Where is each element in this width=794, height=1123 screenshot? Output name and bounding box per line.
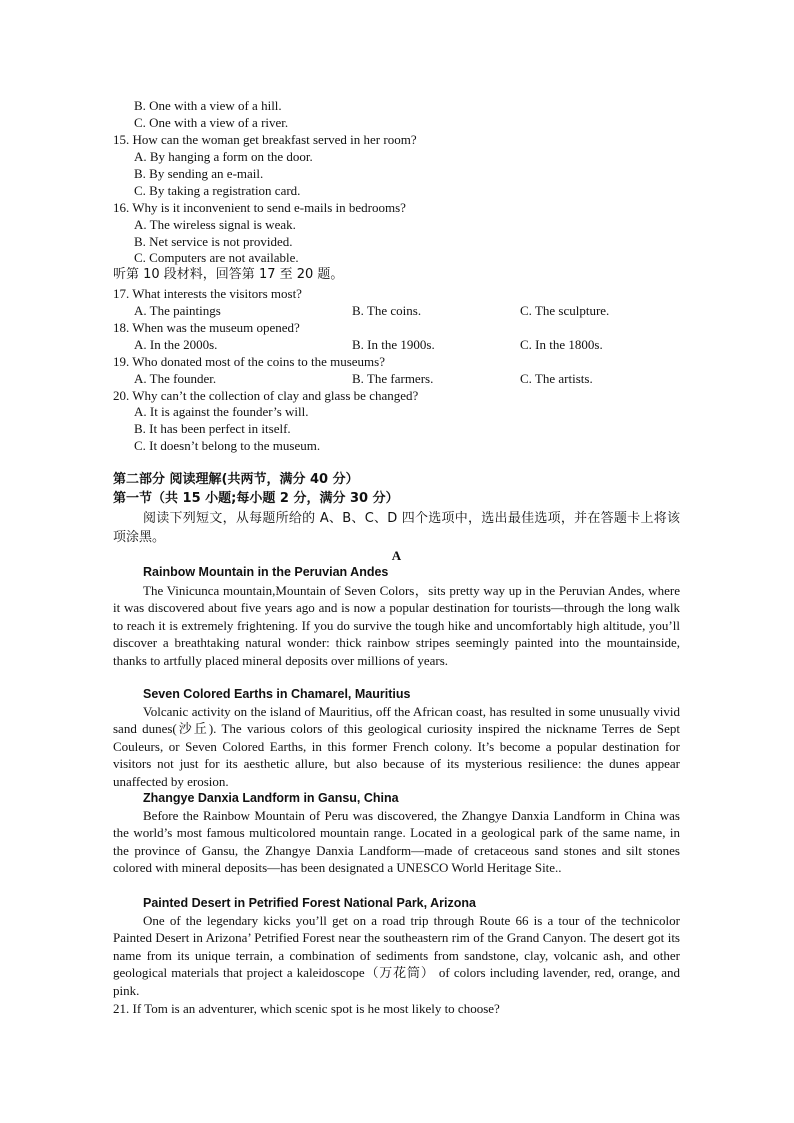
paragraph-zhangye-danxia: Before the Rainbow Mountain of Peru was discovered, the Zhangye Danxia Landform in China was the world’s most famous multicolored mountain range. Located in a geological park of the same name, in the province of Gansu, the Zhangye Danxia Landform—made of cretaceous sand stones and silt stones colored with mineral deposits—has been designated a UNESCO World Heritage Site..: [113, 808, 680, 876]
q17-option-a: A. The paintings: [134, 303, 221, 318]
q18-option-a: A. In the 2000s.: [134, 337, 218, 352]
q16-option-c: C. Computers are not available.: [134, 250, 299, 265]
q18-stem: 18. When was the museum opened?: [113, 320, 300, 335]
q20-option-c: C. It doesn’t belong to the museum.: [134, 438, 321, 453]
q15-option-c: C. By taking a registration card.: [134, 183, 301, 198]
q21-stem: 21. If Tom is an adventurer, which scenic spot is he most likely to choose?: [113, 1001, 500, 1016]
q17-stem: 17. What interests the visitors most?: [113, 286, 302, 301]
q16-option-b: B. Net service is not provided.: [134, 234, 293, 249]
q16-option-a: A. The wireless signal is weak.: [134, 217, 296, 232]
q20-option-a: A. It is against the founder’s will.: [134, 404, 309, 419]
q19-option-c: C. The artists.: [520, 371, 593, 386]
paragraph-painted-desert: One of the legendary kicks you’ll get on a road trip through Route 66 is a tour of the technicolor Painted Desert in Arizona’ Petrified Forest near the southeastern rim of the Grand Canyon. The desert got its name from its unique terrain, a combination of sediments from sandstone, clay, volcanic ash, and other geological materials that project a kaleidoscope（万花筒） of colors including lavender, red, orange, and pink.: [113, 913, 680, 998]
section-title: 第一节（共 15 小题;每小题 2 分，满分 30 分）: [113, 491, 399, 506]
passage-letter: A: [391, 548, 402, 563]
q19-option-a: A. The founder.: [134, 371, 217, 386]
q15-option-b: B. By sending an e-mail.: [134, 166, 264, 181]
q14-option-c: C. One with a view of a river.: [134, 115, 289, 130]
q15-stem: 15. How can the woman get breakfast served in her room?: [113, 132, 417, 147]
q16-stem: 16. Why is it inconvenient to send e-mails in bedrooms?: [113, 200, 406, 215]
q17-option-b: B. The coins.: [352, 303, 422, 318]
q15-option-a: A. By hanging a form on the door.: [134, 149, 313, 164]
part-title: 第二部分 阅读理解(共两节，满分 40 分）: [113, 472, 359, 487]
reading-directions: 阅读下列短文，从每题所给的 A、B、C、D 四个选项中，选出最佳选项，并在答题卡上将该项涂黑。: [113, 511, 680, 545]
q18-option-b: B. In the 1900s.: [352, 337, 435, 352]
heading-rainbow-mountain: Rainbow Mountain in the Peruvian Andes: [143, 565, 389, 579]
q19-option-b: B. The farmers.: [352, 371, 434, 386]
paragraph-seven-colored-earths: Volcanic activity on the island of Mauritius, off the African coast, has resulted in some unusually vivid sand dunes(沙丘). The various colors of this geological curiosity inspired the nickname Terres de Sept Couleurs, or Seven Colored Earths, in this former French colony. It’s become a popular destination for visitors not just for its aesthetic allure, but also because of its mysterious resilience: the dunes appear unaffected by erosion.: [113, 704, 680, 789]
q20-option-b: B. It has been perfect in itself.: [134, 421, 291, 436]
q20-stem: 20. Why can’t the collection of clay and glass be changed?: [113, 388, 419, 403]
heading-zhangye-danxia: Zhangye Danxia Landform in Gansu, China: [143, 791, 399, 805]
q17-option-c: C. The sculpture.: [520, 303, 610, 318]
q14-option-b: B. One with a view of a hill.: [134, 98, 282, 113]
heading-painted-desert: Painted Desert in Petrified Forest National Park, Arizona: [143, 896, 476, 910]
heading-seven-colored-earths: Seven Colored Earths in Chamarel, Mauritius: [143, 687, 411, 701]
paragraph-rainbow-mountain: The Vinicunca mountain,Mountain of Seven Colors，sits pretty way up in the Peruvian Andes, where it was discovered about five years ago and is now a popular destination for tourists—through the long walk to reach it is extremely frightening. If you do survive the tough hike and uncomfortably high altitude, you’ll discover a breathtaking natural wonder: thick rainbow stripes seemingly painted into the mountainside, thanks to artfully placed mineral deposits over millions of years.: [113, 583, 680, 668]
instruction-material-10: 听第 10 段材料，回答第 17 至 20 题。: [113, 267, 344, 282]
q19-stem: 19. Who donated most of the coins to the museums?: [113, 354, 385, 369]
q18-option-c: C. In the 1800s.: [520, 337, 603, 352]
